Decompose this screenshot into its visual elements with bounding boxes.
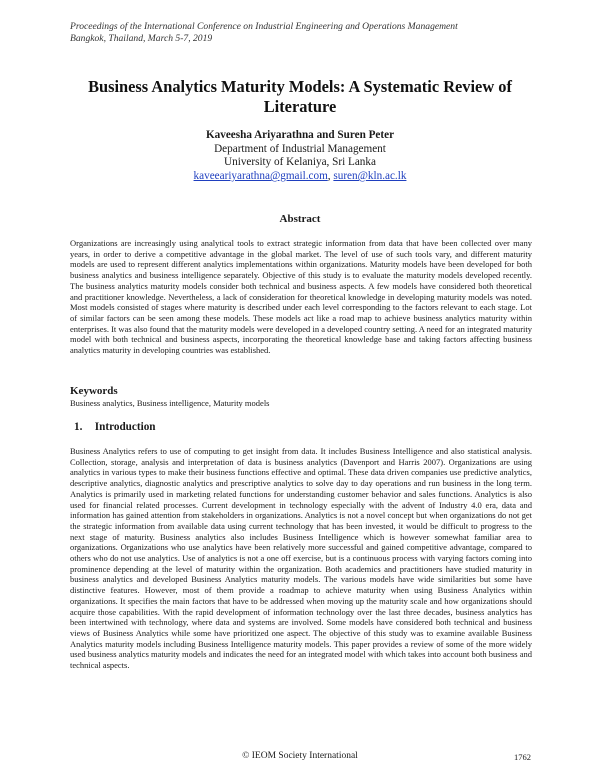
- author-department: Department of Industrial Management: [214, 142, 386, 155]
- introduction-text: Business Analytics refers to use of computing to get insight from data. It includes Business Intelligence and also statistical analysis. Collection, storage, analysis and interpretation of data is business analytics (Davenport and Harris 2007). Organizations are using analytics in various types to make their business functions effective and optimal. These data driven companies use predictive analytics, descriptive analytics, diagnostic analytics and prescriptive analytics to solve day to day operations and run business in the long term. Analytics is primarily used in marketing related functions for understanding customer behavior and sales functions. Analytics is also used for financial related processes. Current development in technology especially with the advent of Industry 4.0 era, data and information has gained attention from stakeholders in organizations. Analytics is not a novel concept but when organizations do not get the strategic information from available data using current technology that has been invested, it would be difficult to progress to the next stage of maturity. Business analytics also includes Business Intelligence which is however somewhat familiar area to organizations. Organizations who use analytics have been relatively more successful and gained competitive advantage, compared to others who do not use analytics. Use of analytics is not a one off exercise, but is a continuous process with varying factors coming into prominence depending at the level of maturity within the organization. Both academics and practitioners have studied maturity in business analytics and developed Business Analytics maturity models. The various models have wide similarities but some have distinctive features. However, most of them provide a roadmap to achieve maturity when using Business Analytics within organizations. It specifies the main factors that have to be addressed when moving up the maturity scale and how organizations should acquire those capabilities. With the rapid development of information technology over the last three decades, business analytics has been intertwined with technology, where data and systems are involved. Some models have considered both technical and business views of Business Analytics while some have prioritized one aspect. The objective of this study was to examine available Business Analytics maturity models including Business Intelligence maturity models. This paper provides a review of some of the more widely used business analytics maturity models and indicates the need for an integrated model with which takes into account both business and technical aspects.: [70, 446, 532, 671]
- section-number: 1.: [74, 421, 83, 433]
- email-separator: ,: [327, 170, 334, 183]
- section-heading-introduction: [70, 421, 156, 433]
- copyright-footer: © IEOM Society International: [242, 751, 358, 761]
- conference-header: [70, 21, 540, 44]
- author-university: University of Kelaniya, Sri Lanka: [224, 156, 376, 169]
- author-names: Kaveesha Ariyarathna and Suren Peter: [205, 129, 395, 141]
- email-link-1[interactable]: kaveeariyarathna@gmail.com: [193, 170, 328, 183]
- email-link-2[interactable]: suren@kln.ac.lk: [333, 170, 407, 183]
- paper-title: Business Analytics Maturity Models: A Systematic Review of Literature: [88, 77, 512, 116]
- author-emails: [100, 170, 500, 184]
- author-block: [100, 129, 500, 184]
- conference-location-date: Bangkok, Thailand, March 5-7, 2019: [70, 32, 213, 44]
- conference-name: Proceedings of the International Conference on Industrial Engineering and Operations Management: [70, 21, 458, 32]
- keywords-text: Business analytics, Business intelligence, Maturity models: [70, 398, 270, 408]
- page-number: 1762: [514, 752, 531, 762]
- abstract-text: Organizations are increasingly using analytical tools to extract strategic information from data that have been collected over many years, in order to derive a competitive advantage in the global market. The level of use of such tools vary, and different maturity models are used to represent different analytics implementations within organizations. Maturity models have been developed for both business analytics and business intelligence separately. Objective of this study is to evaluate the maturity models developed recently. The business analytics maturity models consider both technical and business aspects. A few models have considered both theoretical and practitioner knowledge. Nevertheless, a lack of consideration for theoretical knowledge in developing maturity models was noted. Most models consisted of stages where maturity is described under each level corresponding to the factors relevant to each stage. Lot of similar factors can be seen among these models. These models act like a road map to achieve business analytics maturity within enterprises. It was also found that the maturity models were developed in a developed country setting. A need for an integrated maturity model with both technical and business aspects, incorporating the theoretical knowledge base and taking factors affecting business analytics maturity in developing countries was established.: [70, 238, 532, 356]
- keywords-heading: Keywords: [70, 385, 118, 397]
- abstract-heading: Abstract: [279, 213, 321, 225]
- section-title: Introduction: [94, 421, 156, 433]
